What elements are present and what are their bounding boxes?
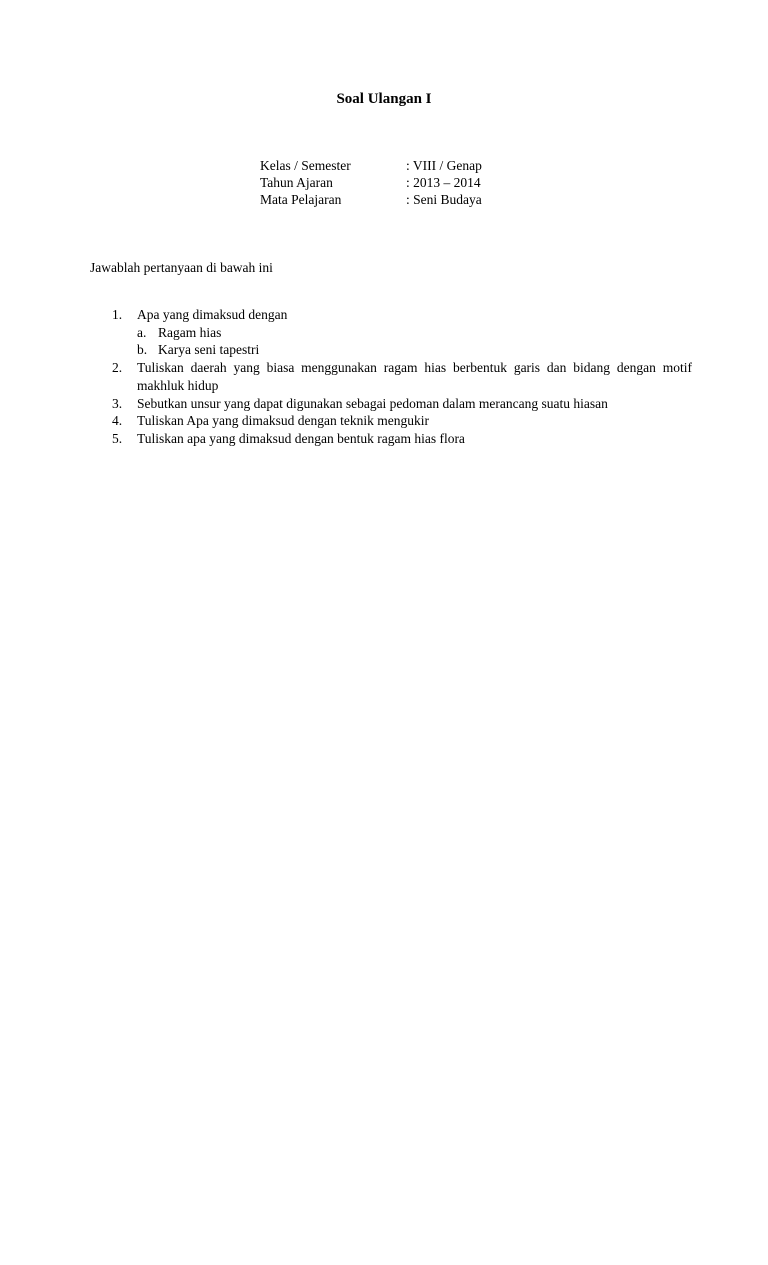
question-number: 4. <box>112 413 123 429</box>
question-item <box>112 359 692 394</box>
page-title <box>0 91 768 108</box>
meta-row-subject <box>260 191 482 208</box>
meta-key: Mata Pelajaran <box>260 192 342 207</box>
meta-key: Kelas / Semester <box>260 158 351 173</box>
sub-item <box>137 324 692 342</box>
page-title-text: Soal Ulangan I <box>336 91 432 107</box>
question-item <box>112 430 692 448</box>
instruction-text: Jawablah pertanyaan di bawah ini <box>90 260 273 275</box>
question-number: 5. <box>112 430 123 446</box>
meta-value: : Seni Budaya <box>406 192 482 207</box>
meta-key: Tahun Ajaran <box>260 175 333 190</box>
sub-item-text: Karya seni tapestri <box>158 342 260 358</box>
meta-row-year <box>260 174 482 191</box>
question-item <box>112 306 692 359</box>
meta-value: : VIII / Genap <box>406 158 482 173</box>
question-list <box>112 306 692 448</box>
question-text: Sebutkan unsur yang dapat digunakan sebagai pedoman dalam merancang suatu hiasan <box>137 395 608 411</box>
question-number: 2. <box>112 360 123 376</box>
question-text: Tuliskan Apa yang dimaksud dengan teknik mengukir <box>137 413 429 429</box>
question-number: 3. <box>112 395 123 411</box>
meta-row-class <box>260 157 482 174</box>
meta-value: : 2013 – 2014 <box>406 175 481 190</box>
sub-item-letter: b. <box>137 342 148 358</box>
question-text: Apa yang dimaksud dengan <box>137 307 288 322</box>
question-text: Tuliskan daerah yang biasa menggunakan ragam hias berbentuk garis dan bidang dengan motif makhluk hidup <box>137 360 692 393</box>
question-item <box>112 412 692 430</box>
question-text: Tuliskan apa yang dimaksud dengan bentuk ragam hias flora <box>137 430 465 446</box>
sub-item-letter: a. <box>137 324 147 340</box>
meta-table <box>260 157 482 208</box>
question-number: 1. <box>112 307 123 322</box>
sub-item-text: Ragam hias <box>158 324 222 340</box>
sub-item <box>137 341 692 359</box>
question-item <box>112 395 692 413</box>
